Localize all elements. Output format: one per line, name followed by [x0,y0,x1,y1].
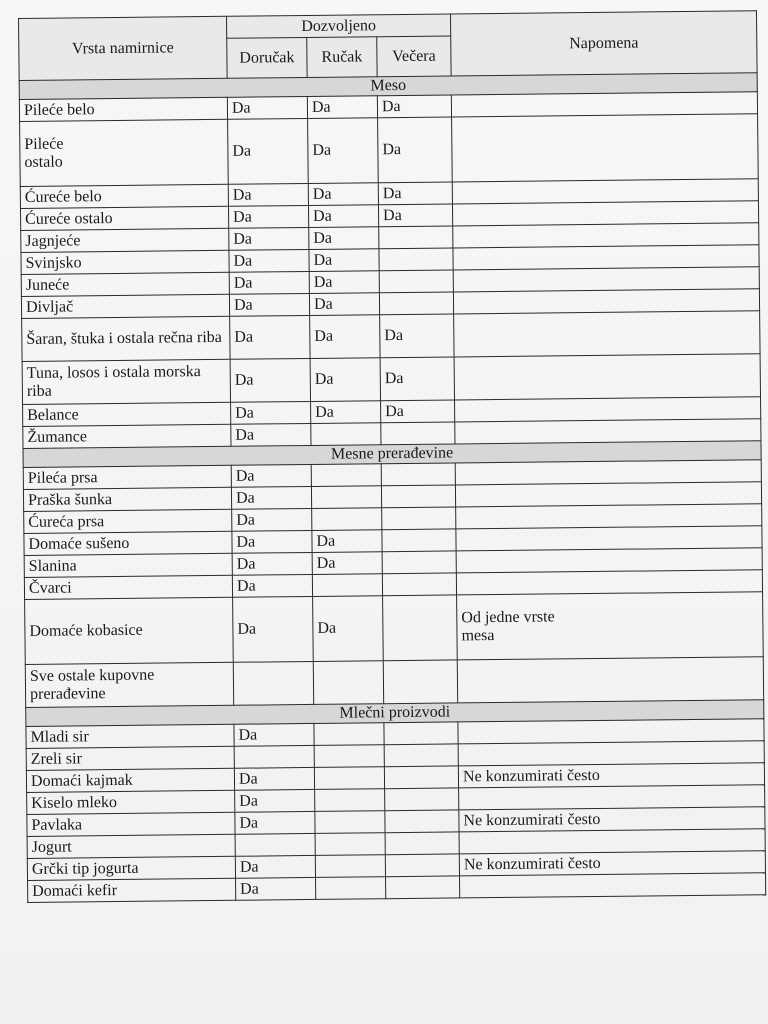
note-cell [457,657,763,703]
breakfast-cell: Da [232,574,312,597]
note-cell [456,504,762,529]
food-name-cell: Slanina [24,553,232,577]
note-cell [452,114,759,182]
dinner-cell [385,832,459,855]
breakfast-cell: Da [230,358,310,402]
breakfast-cell: Da [234,767,314,790]
breakfast-header: Doručak [227,37,307,78]
food-name-cell: Sve ostale kupovne prerađevine [25,662,233,707]
note-cell [460,873,766,898]
lunch-cell [312,574,382,597]
food-name-cell: Zreli sir [26,746,234,770]
food-name-cell: Ćureća prsa [24,509,232,533]
breakfast-cell: Da [232,552,312,575]
dinner-header: Večera [377,36,451,77]
note-cell [454,354,760,400]
dinner-cell: Da [380,314,454,358]
dinner-cell [383,660,457,704]
food-name-cell: Juneće [21,272,229,296]
lunch-cell [311,423,381,446]
food-name-cell: Žumance [23,424,231,448]
lunch-cell [315,855,385,878]
note-cell: Od jedne vrste mesa [457,592,764,660]
food-name-cell: Belance [23,402,231,426]
note-cell [453,289,759,314]
food-name-cell: Domaće kobasice [25,597,234,664]
note-cell [458,719,764,744]
note-cell [454,311,760,357]
dinner-cell [381,485,455,508]
section-title: Mlečni proizvodi [26,700,764,727]
dinner-cell [385,788,459,811]
lunch-cell: Da [309,271,379,294]
lunch-cell: Da [312,530,382,553]
breakfast-cell: Da [232,530,312,553]
breakfast-cell [233,661,313,705]
lunch-cell: Da [308,183,378,206]
lunch-cell: Da [313,596,384,662]
food-name-cell: Mladi sir [26,724,234,748]
dinner-cell [382,551,456,574]
note-cell [451,92,757,117]
lunch-cell: Da [311,401,381,424]
breakfast-cell: Da [229,249,309,272]
note-cell [456,548,762,573]
lunch-cell [316,877,386,900]
food-name-cell: Domaći kajmak [26,768,234,792]
dinner-cell [384,766,458,789]
lunch-cell: Da [312,552,382,575]
lunch-cell [315,833,385,856]
table-header [19,11,758,81]
food-name-cell: Grčki tip jogurta [27,856,235,880]
note-cell [453,267,759,292]
food-name-cell: Jogurt [27,834,235,858]
breakfast-cell: Da [230,315,310,359]
section-title: Meso [19,73,757,100]
breakfast-cell: Da [228,205,308,228]
food-name-cell: Pileće ostalo [20,119,229,186]
food-type-header: Vrsta namirnice [19,16,228,80]
breakfast-cell: Da [231,486,311,509]
lunch-cell: Da [310,315,380,359]
food-name-cell: Ćureće belo [20,184,228,208]
lunch-header: Ručak [307,37,377,78]
dinner-cell: Da [380,357,454,401]
food-name-cell: Tuna, losos i ostala morska riba [22,359,230,404]
breakfast-cell: Da [235,789,315,812]
note-cell [453,245,759,270]
dinner-cell [379,270,453,293]
lunch-cell [315,811,385,834]
section-title: Mesne prerađevine [23,441,761,468]
lunch-cell: Da [309,249,379,272]
dinner-cell [386,876,460,899]
dinner-cell [385,854,459,877]
dinner-cell [384,722,458,745]
breakfast-cell: Da [229,271,309,294]
dinner-cell [379,248,453,271]
lunch-cell [313,661,383,705]
dinner-cell: Da [378,204,452,227]
note-cell [452,179,758,204]
lunch-cell [314,767,384,790]
food-name-cell: Čvarci [24,575,232,599]
breakfast-cell: Da [228,118,309,184]
dinner-cell [381,463,455,486]
breakfast-cell: Da [235,855,315,878]
dinner-cell [382,573,456,596]
lunch-cell [315,789,385,812]
lunch-cell: Da [308,205,378,228]
food-name-cell: Jagnjeće [21,228,229,252]
breakfast-cell: Da [233,596,314,662]
dinner-cell [382,529,456,552]
table-row [22,311,760,362]
dinner-cell [381,422,455,445]
breakfast-cell: Da [235,811,315,834]
food-name-cell: Šaran, štuka i ostala rečna riba [22,316,230,361]
table-row [20,114,759,187]
breakfast-cell: Da [229,227,309,250]
table-row [25,592,764,665]
note-cell: Ne konzumirati često [459,851,765,876]
note-cell [455,460,761,485]
breakfast-cell: Da [231,464,311,487]
food-name-cell: Praška šunka [23,487,231,511]
breakfast-cell: Da [229,293,309,316]
note-cell [455,419,761,444]
table-body [19,73,766,903]
food-name-cell: Kiselo mleko [27,790,235,814]
lunch-cell [312,508,382,531]
breakfast-cell [234,745,314,768]
note-cell [455,397,761,422]
dinner-cell: Da [381,400,455,423]
lunch-cell: Da [309,227,379,250]
dinner-cell: Da [378,117,453,183]
food-name-cell: Svinjsko [21,250,229,274]
dinner-cell: Da [377,95,451,118]
lunch-cell: Da [309,293,379,316]
breakfast-cell [235,833,315,856]
dinner-cell [379,226,453,249]
lunch-cell: Da [307,96,377,119]
breakfast-cell: Da [236,877,316,900]
note-cell [456,526,762,551]
lunch-cell: Da [308,118,379,184]
note-cell [453,223,759,248]
breakfast-cell: Da [228,183,308,206]
breakfast-cell: Da [234,723,314,746]
breakfast-cell: Da [231,423,311,446]
note-cell: Ne konzumirati često [459,807,765,832]
allowed-header: Dozvoljeno [226,14,450,38]
note-header: Napomena [451,11,758,76]
food-name-cell: Pavlaka [27,812,235,836]
breakfast-cell: Da [231,401,311,424]
lunch-cell [314,723,384,746]
food-name-cell: Pileće belo [19,97,227,121]
dinner-cell [384,744,458,767]
breakfast-cell: Da [227,96,307,119]
note-cell [459,829,765,854]
lunch-cell [311,464,381,487]
dinner-cell: Da [378,182,452,205]
lunch-cell [311,486,381,509]
food-name-cell: Domaći kefir [28,878,236,902]
table-row [25,657,763,708]
dinner-cell [382,507,456,530]
food-name-cell: Ćureće ostalo [20,206,228,230]
food-allowance-table [18,10,766,903]
lunch-cell: Da [310,358,380,402]
note-cell [455,482,761,507]
note-cell [456,570,762,595]
note-cell [459,785,765,810]
lunch-cell [314,745,384,768]
food-name-cell: Pileća prsa [23,465,231,489]
note-cell [458,741,764,766]
food-name-cell: Divljač [21,294,229,318]
dinner-cell [385,810,459,833]
note-cell: Ne konzumirati često [458,763,764,788]
dinner-cell [383,595,458,661]
note-cell [453,201,759,226]
table-row [22,354,760,405]
food-name-cell: Domaće sušeno [24,531,232,555]
breakfast-cell: Da [232,508,312,531]
dinner-cell [379,292,453,315]
